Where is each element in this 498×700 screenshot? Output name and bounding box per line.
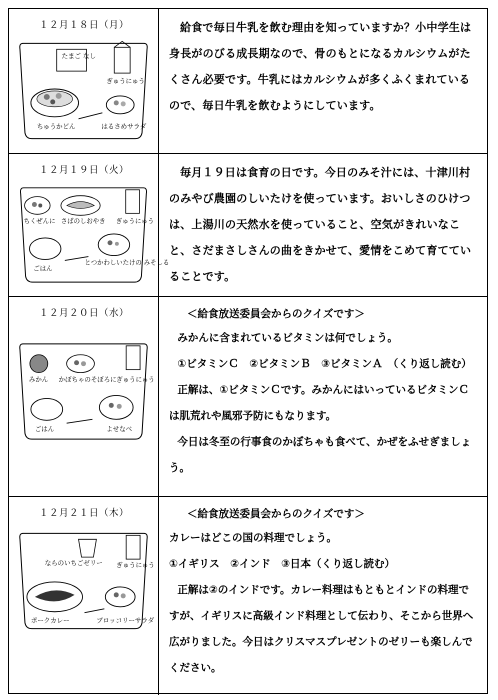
day-row-1221 xyxy=(9,497,487,695)
date-label: １２月１９日（火） xyxy=(38,165,129,176)
tray-cell xyxy=(9,297,159,496)
food-label-chikuzenni: ちくぜんに xyxy=(23,217,56,226)
food-label-gohan: ごはん xyxy=(33,264,53,273)
date-label: １２月２０日（水） xyxy=(38,308,129,319)
tray-illustration xyxy=(17,321,155,456)
food-label-milk: ぎゅうにゅう xyxy=(115,217,155,226)
food-label-note: たまご なし xyxy=(61,52,96,61)
food-label-chukadon: ちゅうかどん xyxy=(36,122,76,131)
text-cell xyxy=(159,297,487,496)
day-row-1220 xyxy=(9,297,487,497)
food-label-misoshiru: とつかわしいたけの みそしる xyxy=(84,258,170,267)
tray-cell xyxy=(9,154,170,296)
paragraph: 毎月１９日は食育の日です。今日のみそ汁には、十津川村のみやび農園のしいたけを使っています。おいしさのひけつは、上湯川の天然水を使っていること、空気がきれいなこと、さだまさしさんの曲をきかせて、愛情をこめて育てていることです。 xyxy=(169,166,472,283)
quiz-choices: ①ビタミンＣ ②ビタミンＢ ③ビタミンＡ （くり返し読む） xyxy=(177,358,472,370)
food-label-jelly: ならのいちごゼリー xyxy=(44,559,103,568)
date-label: １２月２１日（木） xyxy=(38,508,129,519)
day-row-1218 xyxy=(9,9,487,154)
menu-sheet xyxy=(8,8,488,694)
food-label-saba: さばのしおやき xyxy=(60,217,106,226)
food-label-gohan: ごはん xyxy=(34,425,55,434)
food-label-milk: ぎゅうにゅう xyxy=(106,77,145,86)
day-row-1219 xyxy=(9,154,487,297)
food-label-broccoli: ブロッコリーサラダ xyxy=(96,616,155,625)
food-label-yosenabe: よせなべ xyxy=(106,425,133,434)
date-label: １２月１８日（月） xyxy=(38,20,129,31)
food-label-milk: ぎゅうにゅう xyxy=(116,375,155,384)
quiz-question: カレーはどこの国の料理でしょう。 xyxy=(169,532,337,544)
tray-cell xyxy=(9,9,159,153)
food-label-kabocha: かぼちゃのそぼろに xyxy=(58,375,117,384)
quiz-answer: 正解は②のインドです。カレー料理はもともとインドの料理ですが、イギリスに高級インド料理として伝わり、そこから世界へ広がりました。今日はクリスマスプレゼントのゼリーも楽しんでください。 xyxy=(169,584,474,674)
quiz-question: みかんに含まれているビタミンは何でしょう。 xyxy=(177,332,398,344)
quiz-title: ＜給食放送委員会からのクイズです＞ xyxy=(187,308,365,320)
tray-illustration xyxy=(17,33,150,143)
text-cell xyxy=(159,497,487,695)
text-cell xyxy=(159,154,487,296)
tray-illustration xyxy=(17,178,170,286)
quiz-answer: 正解は、①ビタミンＣです。みかんにはいっているビタミンＣは肌荒れや風邪予防にもなります。 xyxy=(169,384,469,422)
food-label-mikan: みかん xyxy=(28,375,49,384)
paragraph: 給食で毎日牛乳を飲む理由を知っていますか？小中学生は身長がのびる成長期なので、骨のもとになるカルシウムがたくさん必要です。牛乳にはカルシウムが多くふくまれているので、毎日牛乳を飲むようにしています。 xyxy=(169,21,472,112)
food-label-milk: ぎゅうにゅう xyxy=(116,561,155,570)
quiz-title: ＜給食放送委員会からのクイズです＞ xyxy=(187,508,365,520)
tray-illustration xyxy=(17,521,155,635)
tray-cell xyxy=(9,497,159,695)
food-label-curry: ポークカレー xyxy=(30,616,70,625)
text-cell xyxy=(159,9,487,153)
paragraph: 今日は冬至の行事食のかぼちゃも食べて、かぜをふせぎましょう。 xyxy=(169,436,472,474)
quiz-choices: ①イギリス ②インド ③日本（くり返し読む） xyxy=(169,558,395,570)
food-label-salad: はるさめサラダ xyxy=(101,122,147,131)
